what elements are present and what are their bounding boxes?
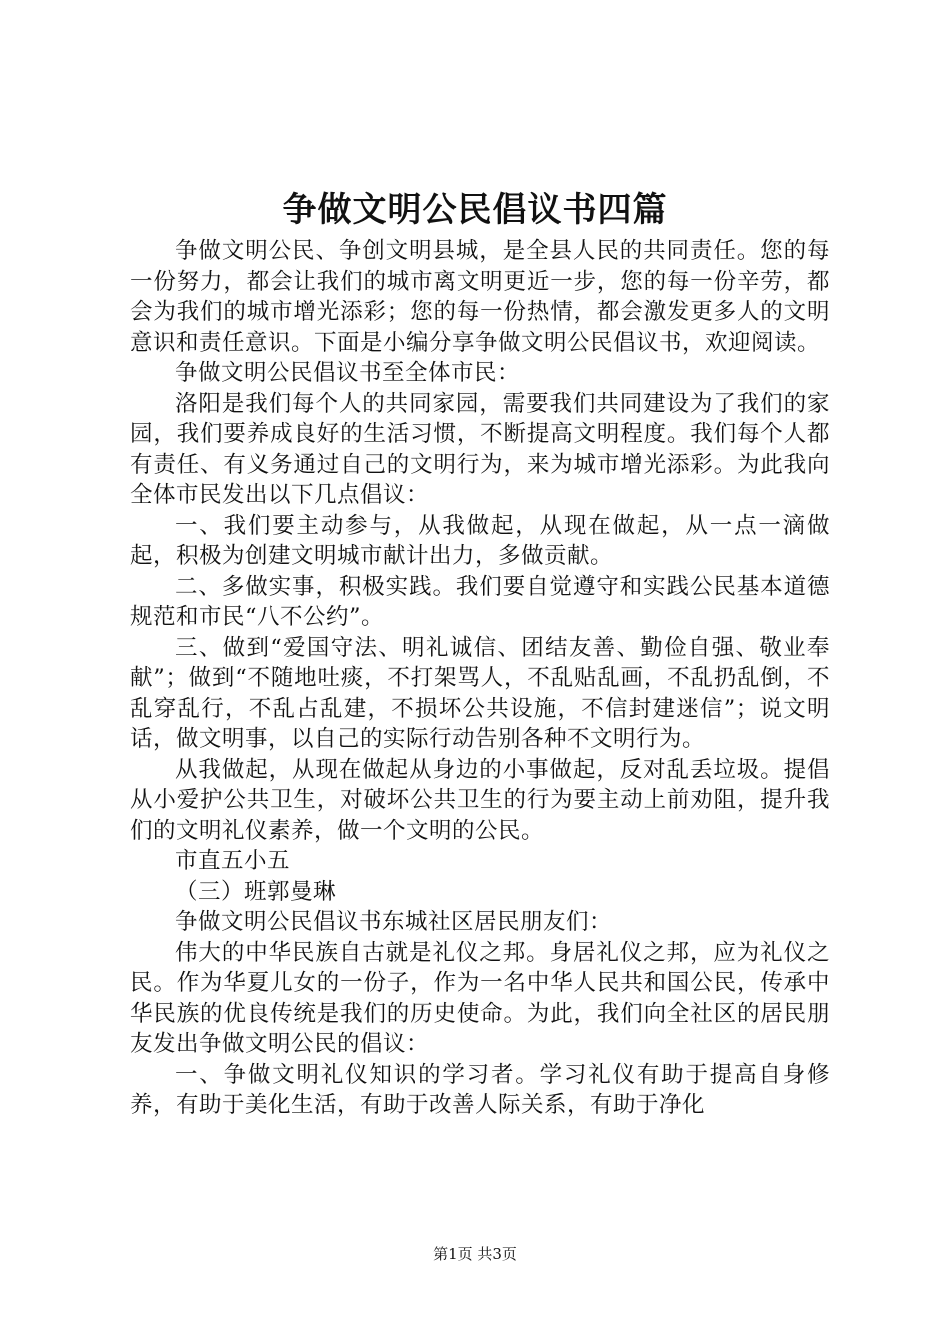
paragraph-heading-2: 争做文明公民倡议书东城社区居民朋友们： [175, 909, 613, 935]
document-title: 争做文明公民倡议书四篇 [282, 190, 668, 230]
paragraph-etiquette: 伟大的中华民族自古就是礼仪之邦。身居礼仪之邦，应为礼仪之民。作为华夏儿女的一份子，作为一名中华人民共和国公民，传承中华民族的优良传统是我们的历史使命。为此，我们向全社区的居民朋友发出争做文明公民的倡议： [130, 939, 830, 1057]
paragraph-heading-1: 争做文明公民倡议书至全体市民： [175, 360, 521, 386]
page-footer: 第1页 共3页 [433, 1245, 517, 1263]
paragraph-point-2: 二、多做实事，积极实践。我们要自觉遵守和实践公民基本道德规范和市民“八不公约”。 [130, 573, 830, 630]
paragraph-start-from-me: 从我做起，从现在做起从身边的小事做起，反对乱丢垃圾。提倡从小爱护公共卫生，对破坏公共卫生的行为要主动上前劝阻，提升我们的文明礼仪素养，做一个文明的公民。 [130, 756, 830, 844]
paragraph-school: 市直五小五 [175, 848, 291, 874]
paragraph-point-1: 一、我们要主动参与，从我做起，从现在做起，从一点一滴做起，积极为创建文明城市献计出力，多做贡献。 [130, 512, 830, 569]
paragraph-intro: 争做文明公民、争创文明县城，是全县人民的共同责任。您的每一份努力，都会让我们的城市离文明更近一步，您的每一份辛劳，都会为我们的城市增光添彩；您的每一份热情，都会激发更多人的文明意识和责任意识。下面是小编分享争做文明公民倡议书，欢迎阅读。 [130, 238, 830, 356]
paragraph-learn: 一、争做文明礼仪知识的学习者。学习礼仪有助于提高自身修养，有助于美化生活，有助于改善人际关系，有助于净化 [130, 1061, 830, 1118]
paragraph-luoyang: 洛阳是我们每个人的共同家园，需要我们共同建设为了我们的家园，我们要养成良好的生活习惯，不断提高文明程度。我们每个人都有责任、有义务通过自己的文明行为，来为城市增光添彩。为此我向全体市民发出以下几点倡议： [130, 390, 830, 508]
paragraph-point-3: 三、做到“爱国守法、明礼诚信、团结友善、勤俭自强、敬业奉献”；做到“不随地吐痰，不打架骂人，不乱贴乱画，不乱扔乱倒，不乱穿乱行，不乱占乱建，不损坏公共设施，不信封建迷信”；说文明话，做文明事，以自己的实际行动告别各种不文明行为。 [130, 634, 830, 752]
document-body [130, 236, 830, 1121]
paragraph-author: （三）班郭曼琳 [175, 878, 337, 905]
